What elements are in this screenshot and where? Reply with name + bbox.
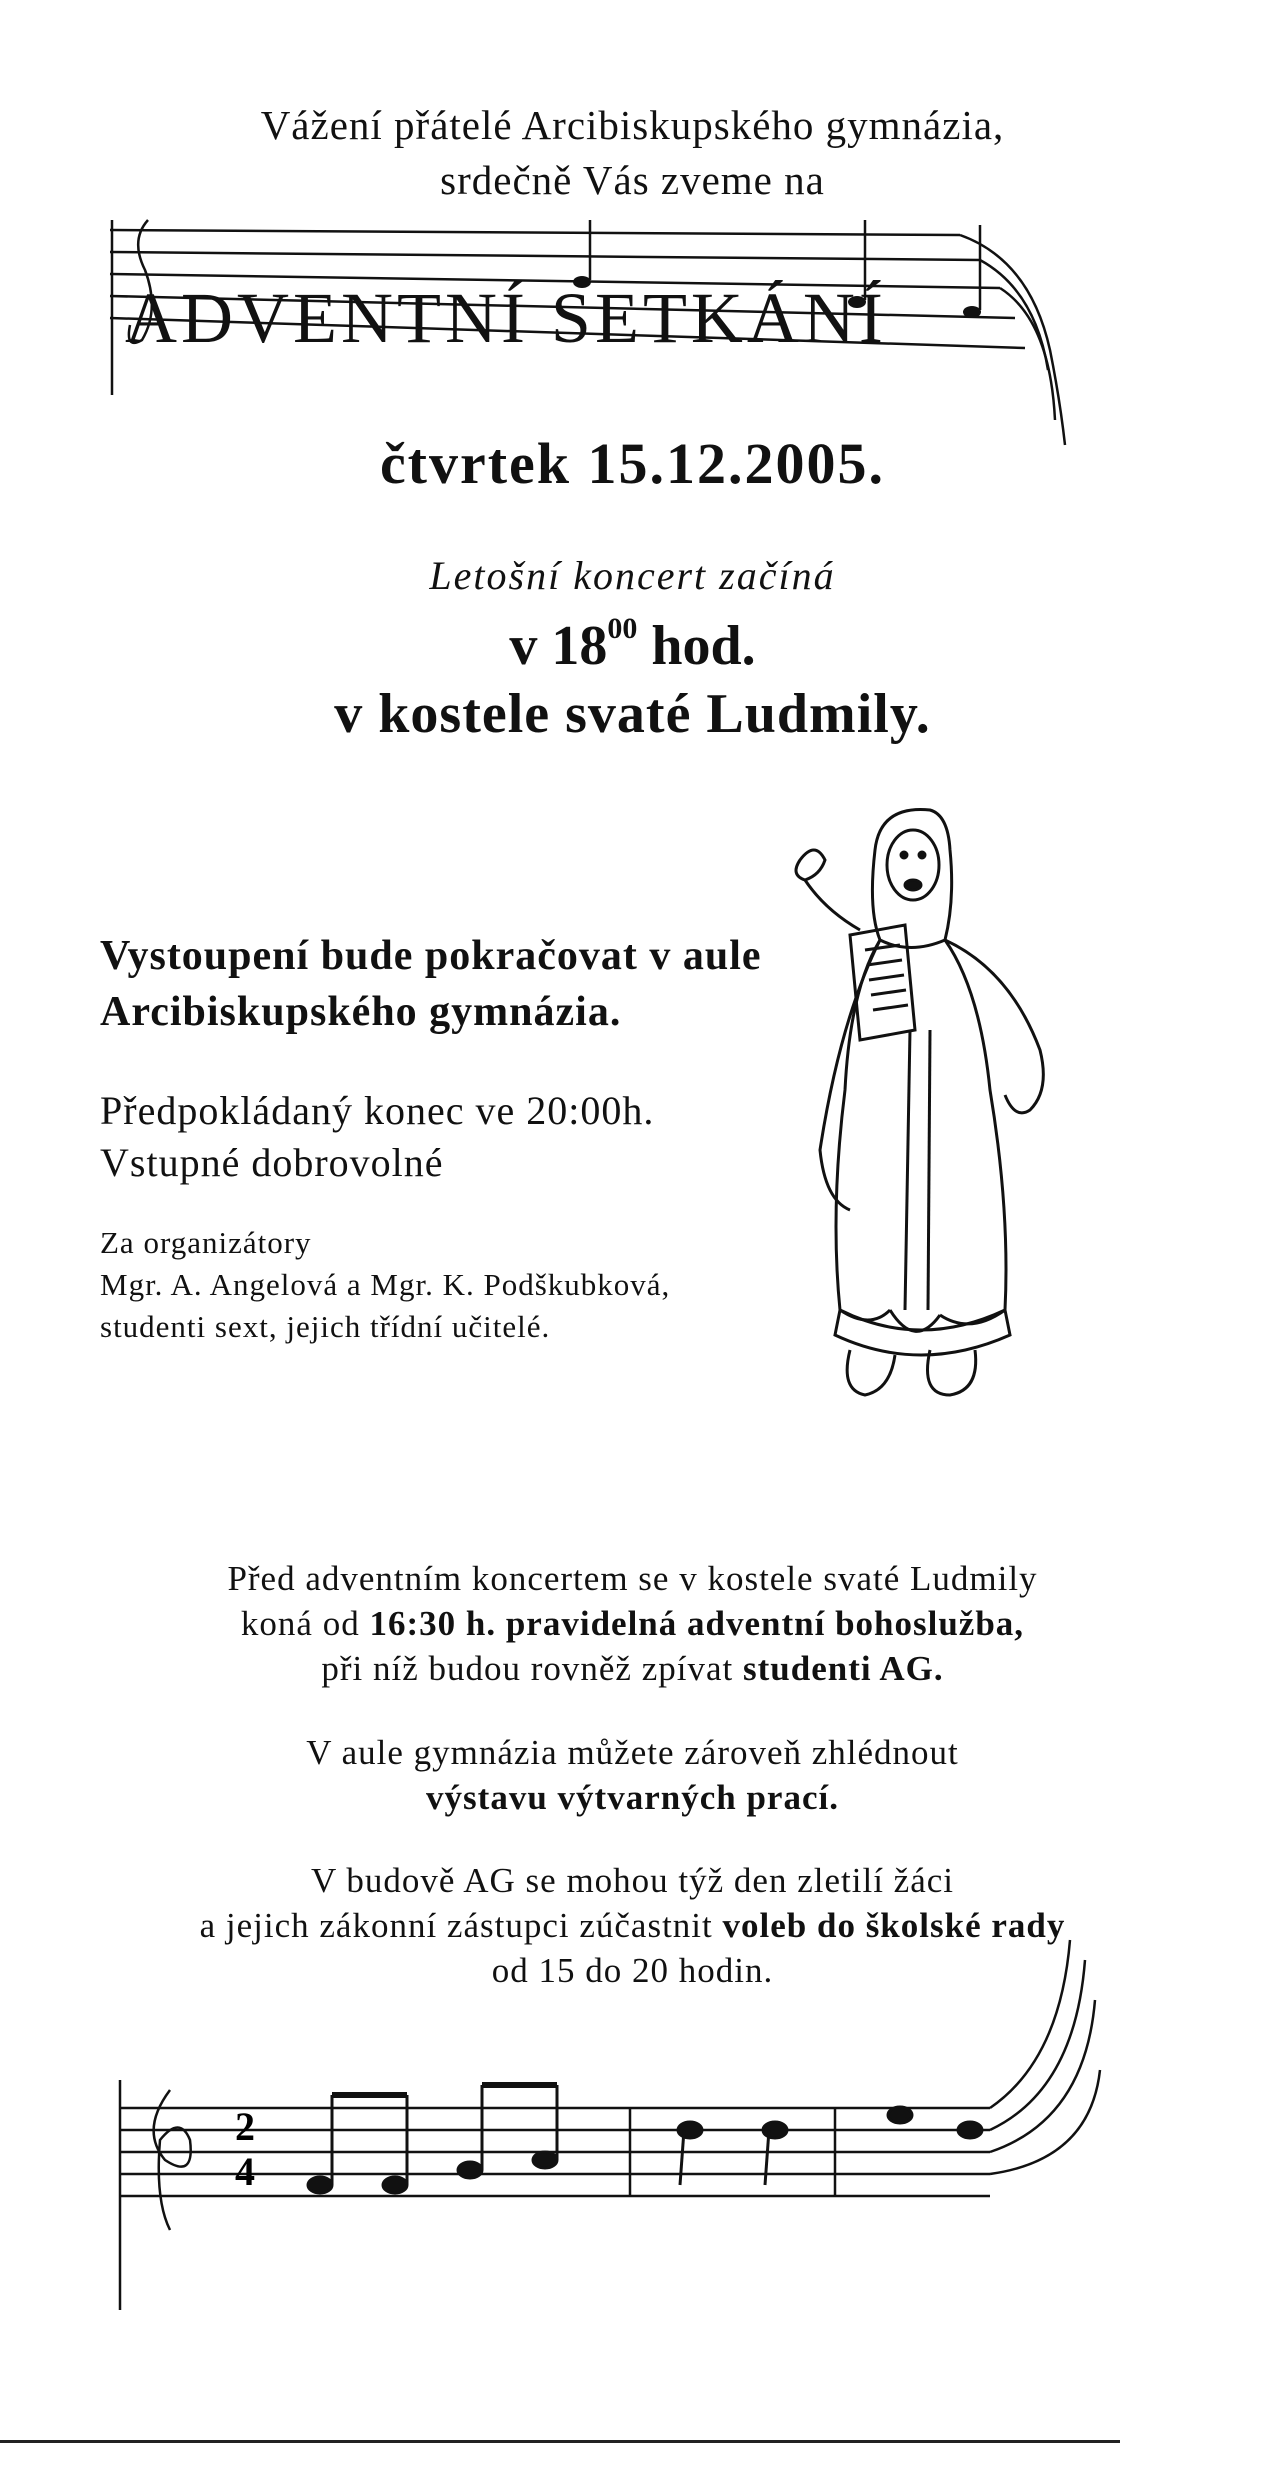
entry-line: Vstupné dobrovolné [100,1140,444,1185]
exhibition-info [0,1730,1265,1820]
aula-line: Arcibiskupského gymnázia. [100,989,622,1035]
concert-location: v kostele svaté Ludmily. [334,683,931,745]
time-suffix: hod. [651,615,756,677]
service-highlight: studenti AG. [742,1649,944,1688]
service-line: Před adventním koncertem se v kostele svaté Ludmily [227,1559,1038,1598]
service-highlight: 16:30 h. pravidelná adventní bohoslužba, [369,1604,1025,1643]
invitation-greeting [0,98,1265,208]
aula-info [100,928,762,1040]
organizers-names: Mgr. A. Angelová a Mgr. K. Podškubková, [100,1267,671,1302]
organizers [100,1222,670,1348]
time-signature-bottom: 4 [235,2149,255,2194]
elections-text: a jejich zákonní zástupci zúčastnit [199,1906,723,1945]
bottom-divider [0,2440,1120,2443]
end-info [100,1085,654,1189]
greeting-line: srdečně Vás zveme na [440,157,825,203]
service-info [0,1556,1265,1691]
exhibition-line: V aule gymnázia můžete zároveň zhlédnout [306,1733,959,1772]
time-signature-top: 2 [235,2104,255,2149]
service-text: při níž budou rovněž zpívat [321,1649,743,1688]
end-line: Předpokládaný konec ve 20:00h. [100,1088,655,1133]
organizers-students: studenti sext, jejich třídní učitelé. [100,1309,551,1344]
event-title: ADVENTNÍ SETKÁNÍ [125,278,887,358]
organizers-heading: Za organizátory [100,1225,312,1260]
time-minutes: 00 [607,612,638,645]
elections-highlight: voleb do školské rady [722,1906,1066,1945]
elections-line: V budově AG se mohou týž den zletilí žáci [311,1861,954,1900]
event-date: čtvrtek 15.12.2005. [379,431,886,496]
music-staff-bottom [110,1900,1110,2330]
service-text: koná od [240,1604,370,1643]
elections-line: od 15 do 20 hodin. [491,1951,774,1990]
exhibition-highlight [0,1775,1265,1820]
concert-time [0,612,1265,678]
service-line [0,1646,1265,1691]
concert-intro: Letošní koncert začíná [429,553,836,598]
aula-line: Vystoupení bude pokračovat v aule [100,933,762,979]
greeting-line: Vážení přátelé Arcibiskupského gymnázia, [260,102,1005,148]
exhibition-title: výstavu výtvarných prací. [426,1778,839,1817]
singer-illustration [780,790,1080,1470]
service-line [0,1601,1265,1646]
time-prefix: v 18 [509,615,608,677]
